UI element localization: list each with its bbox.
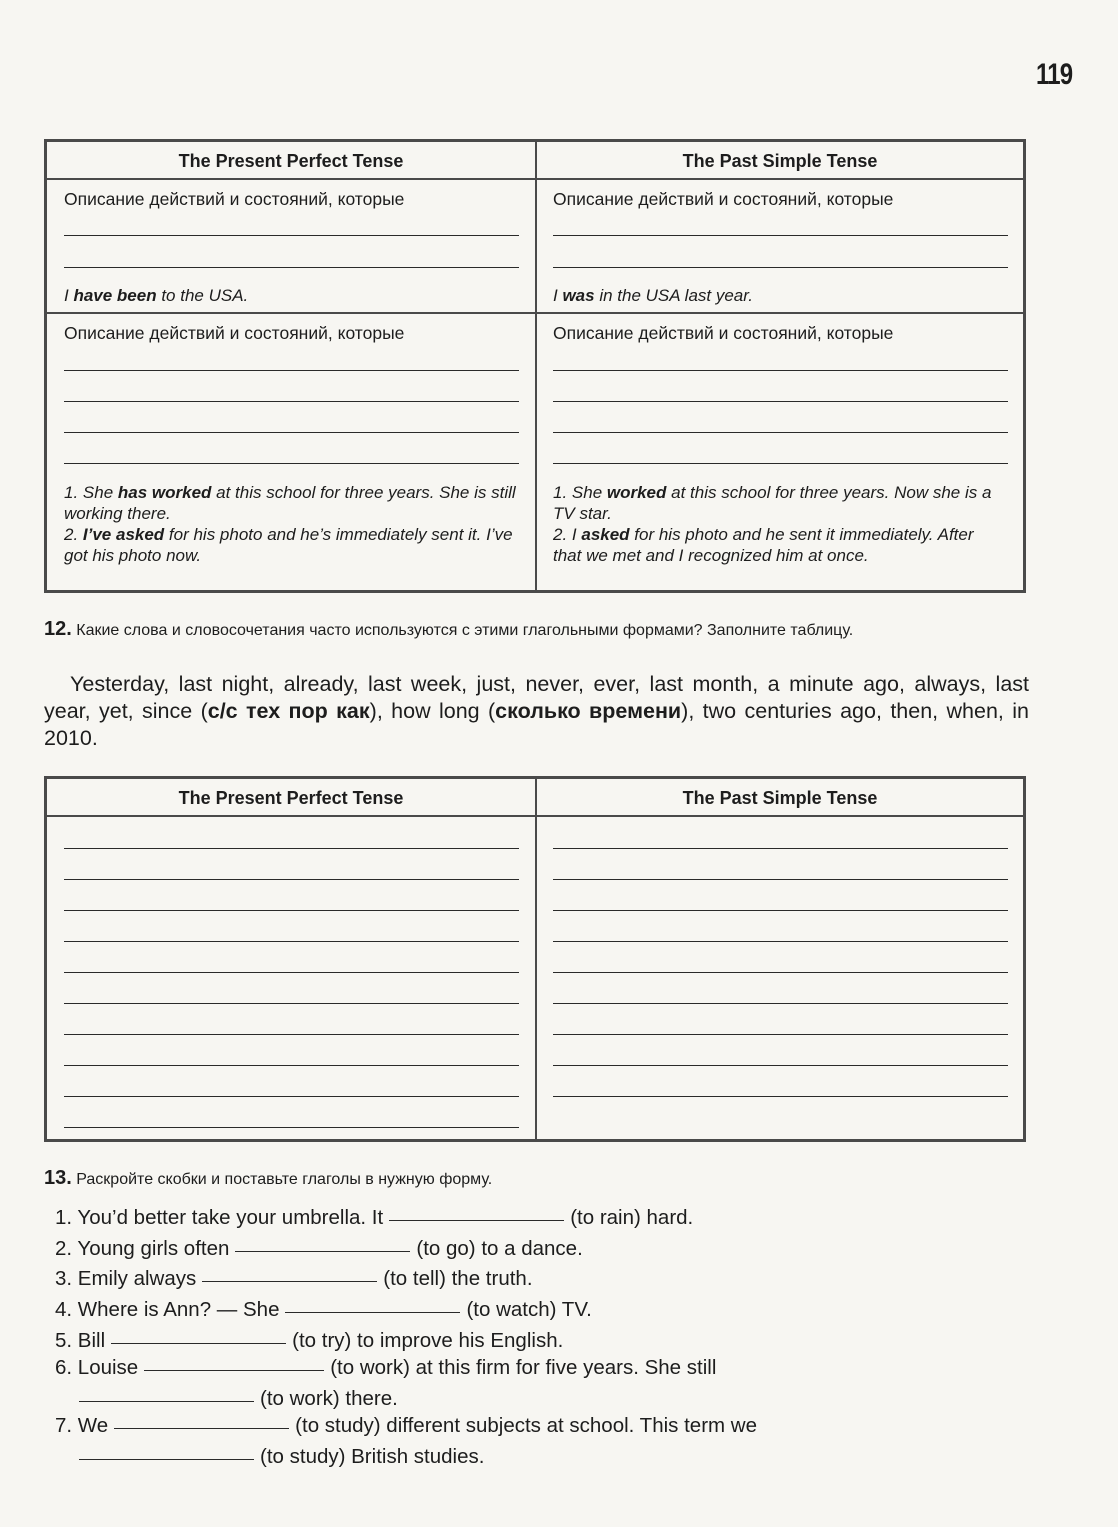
fill-in-blank[interactable] [235, 1251, 410, 1252]
answer-line[interactable] [553, 1003, 1008, 1004]
answer-line[interactable] [553, 463, 1008, 464]
answer-line[interactable] [64, 401, 519, 402]
answer-line[interactable] [553, 1034, 1008, 1035]
row2-right-example-2: 2. I asked for his photo and he sent it immediately. After that we met and I recognized him at once. [553, 525, 974, 565]
answer-line[interactable] [553, 267, 1008, 268]
word-sort-table [44, 776, 1026, 1142]
answer-line[interactable] [553, 235, 1008, 236]
row2-right-label: Описание действий и состояний, которые [553, 323, 894, 343]
answer-line[interactable] [64, 910, 519, 911]
answer-line[interactable] [553, 848, 1008, 849]
answer-line[interactable] [64, 1034, 519, 1035]
sentence-2: 2. Young girls often (to go) to a dance. [55, 1237, 583, 1260]
answer-line[interactable] [64, 1065, 519, 1066]
row1-right-label: Описание действий и состояний, которые [553, 189, 894, 209]
answer-line[interactable] [553, 401, 1008, 402]
answer-line[interactable] [64, 972, 519, 973]
fill-in-blank[interactable] [79, 1459, 254, 1460]
sentence-6-continued: (to work) there. [73, 1386, 398, 1412]
answer-line[interactable] [64, 432, 519, 433]
row1-left-example: I have been to the USA. [64, 286, 249, 305]
sentence-7-continued: (to study) British studies. [73, 1444, 484, 1470]
fill-in-blank[interactable] [111, 1343, 286, 1344]
fill-in-blank[interactable] [79, 1401, 254, 1402]
sentence-6: 6. Louise (to work) at this firm for five years. She still [55, 1356, 717, 1379]
fill-in-blank[interactable] [285, 1312, 460, 1313]
present-perfect-header: The Present Perfect Tense [178, 788, 404, 808]
exercise-13-heading: 13. Раскройте скобки и поставьте глаголы в нужную форму. [44, 1167, 493, 1189]
answer-line[interactable] [553, 879, 1008, 880]
sentence-5: 5. Bill (to try) to improve his English. [55, 1329, 564, 1352]
row1-left-label: Описание действий и состояний, которые [64, 189, 405, 209]
row2-left-label: Описание действий и состояний, которые [64, 323, 405, 343]
sentence-3: 3. Emily always (to tell) the truth. [55, 1267, 533, 1290]
answer-line[interactable] [64, 267, 519, 268]
sentence-4: 4. Where is Ann? — She (to watch) TV. [55, 1298, 592, 1321]
row1-right-example: I was in the USA last year. [553, 286, 754, 305]
answer-line[interactable] [553, 941, 1008, 942]
answer-line[interactable] [64, 1003, 519, 1004]
answer-line[interactable] [553, 1065, 1008, 1066]
present-perfect-header: The Present Perfect Tense [178, 151, 404, 171]
answer-line[interactable] [553, 432, 1008, 433]
answer-line[interactable] [64, 370, 519, 371]
answer-line[interactable] [64, 848, 519, 849]
tense-description-table [44, 139, 1026, 593]
answer-line[interactable] [553, 1096, 1008, 1097]
sentence-7: 7. We (to study) different subjects at school. This term we [55, 1414, 758, 1437]
fill-in-blank[interactable] [114, 1428, 289, 1429]
past-simple-header: The Past Simple Tense [682, 151, 878, 171]
past-simple-header: The Past Simple Tense [682, 788, 878, 808]
sentence-1: 1. You’d better take your umbrella. It (to rain) hard. [55, 1206, 694, 1229]
answer-line[interactable] [64, 941, 519, 942]
answer-line[interactable] [553, 910, 1008, 911]
fill-in-blank[interactable] [389, 1220, 564, 1221]
fill-in-blank[interactable] [202, 1281, 377, 1282]
exercise-12-word-list: Yesterday, last night, already, last week, just, never, ever, last month, a minute ago, always, last year, yet, since (с/с тех пор как), how long (сколько времени), two centuries ago, then, when, in 2010. [44, 672, 1029, 750]
answer-line[interactable] [553, 370, 1008, 371]
answer-line[interactable] [64, 1096, 519, 1097]
answer-line[interactable] [64, 235, 519, 236]
exercise-12-heading: 12. Какие слова и словосочетания часто используются с этими глагольными формами? Заполните таблицу. [44, 618, 854, 640]
page-number: 119 [1036, 58, 1073, 91]
answer-line[interactable] [64, 1127, 519, 1128]
row2-left-example-2: 2. I’ve asked for his photo and he’s immediately sent it. I’ve got his photo now. [64, 525, 513, 565]
answer-line[interactable] [553, 972, 1008, 973]
answer-line[interactable] [64, 463, 519, 464]
row2-right-example-1: 1. She worked at this school for three years. Now she is a TV star. [553, 483, 992, 523]
fill-in-blank[interactable] [144, 1370, 324, 1371]
row2-left-example-1: 1. She has worked at this school for three years. She is still working there. [64, 483, 516, 523]
answer-line[interactable] [64, 879, 519, 880]
